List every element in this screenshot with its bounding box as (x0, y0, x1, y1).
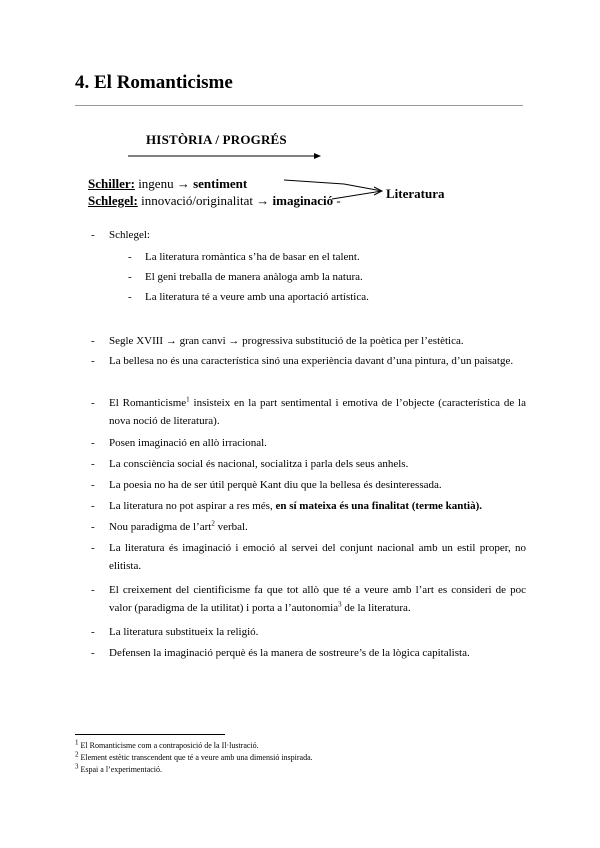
diagram-title: HISTÒRIA / PROGRÉS (146, 132, 287, 147)
bullet-dash: - (91, 355, 95, 367)
text-run: La literatura no pot aspirar a res més, (109, 500, 276, 512)
list-item (91, 434, 526, 452)
footnote-mark: 1 (75, 738, 79, 747)
text-run: El creixement del cientificisme fa que tot allò que té a veure amb l’art es consideri de poc valor (paradigma de la utilitat) i porta a l’autonomia (109, 584, 526, 614)
convergence-arrows (282, 175, 386, 205)
sub-list-item (128, 248, 508, 266)
schiller-result: sentiment (193, 176, 248, 191)
bullet-dash: - (91, 521, 95, 533)
footnote (75, 762, 163, 775)
bold-text-run: en sí mateixa és una finalitat (terme kantià). (275, 500, 482, 512)
heading-rule (75, 105, 523, 106)
schiller-text: ingenu → (134, 176, 194, 191)
list-item (91, 539, 526, 575)
list-item-text: La literatura és imaginació i emoció al servei del conjunt nacional amb un estil proper, no elitista. (109, 542, 526, 572)
bullet-dash: - (91, 542, 95, 554)
footnote-mark: 2 (75, 750, 79, 759)
list-item-text: Defensen la imaginació perquè és la manera de sostreure’s de la lògica capitalista. (109, 647, 470, 659)
text-run: de la literatura. (341, 602, 411, 614)
schiller-name: Schiller: (88, 176, 135, 191)
list-item-text: La consciència social és nacional, socialitza i parla dels seus anhels. (109, 458, 409, 470)
list-item-text: La poesia no ha de ser útil perquè Kant diu que la bellesa és desinteressada. (109, 479, 442, 491)
diagram-schiller-line (88, 176, 247, 192)
text-run: El Romanticisme (109, 397, 187, 409)
footnote-ref[interactable]: 1 (186, 395, 190, 404)
sub-list-item-text: El geni treballa de manera anàloga amb la natura. (145, 271, 363, 283)
footnote-ref[interactable]: 3 (338, 600, 342, 609)
footnote (75, 738, 259, 751)
bullet-dash: - (91, 458, 95, 470)
list-item (91, 455, 526, 473)
list-item (91, 352, 526, 370)
footnote-text: Element estètic transcendent que té a veure amb una dimensió inspirada. (80, 753, 313, 762)
schlegel-result: imaginació (272, 193, 334, 208)
footnote-text: El Romanticisme com a contraposició de la Il·lustració. (80, 741, 259, 750)
list-item (91, 581, 526, 617)
list-item (91, 476, 526, 494)
bullet-dash: - (91, 626, 95, 638)
list-item (91, 518, 526, 536)
bullet-dash: - (91, 647, 95, 659)
progress-arrow (128, 150, 323, 162)
sub-list-item-text: La literatura té a veure amb una aportació artística. (145, 291, 369, 303)
bullet-dash: - (128, 291, 132, 303)
list-item-text: Segle XVIII → gran canvi → progressiva substitució de la poètica per l’estètica. (109, 335, 464, 347)
text-run: verbal. (214, 521, 248, 533)
footnote (75, 750, 313, 763)
bullet-dash: - (128, 271, 132, 283)
bullet-dash: - (91, 437, 95, 449)
footnote-mark: 3 (75, 762, 79, 771)
footnote-separator (75, 734, 225, 735)
bullet-dash: - (91, 397, 95, 409)
list-item-text (109, 518, 526, 536)
list-item-text: Schlegel: (109, 229, 150, 241)
schlegel-tail: - (333, 193, 341, 208)
list-item-text: Posen imaginació en allò irracional. (109, 437, 267, 449)
literature-label: Literatura (386, 186, 445, 201)
list-item-schlegel (91, 226, 526, 244)
section-heading: 4. El Romanticisme (75, 72, 233, 93)
bullet-dash: - (91, 479, 95, 491)
bullet-dash: - (91, 500, 95, 512)
sub-list-item (128, 268, 508, 286)
sub-list-item-text: La literatura romàntica s’ha de basar en el talent. (145, 251, 360, 263)
list-item-text (109, 581, 526, 617)
schlegel-text: innovació/originalitat → (137, 193, 273, 208)
list-item (91, 394, 526, 430)
list-item-text: La literatura substitueix la religió. (109, 626, 259, 638)
sub-list-item (128, 288, 508, 306)
schlegel-name: Schlegel: (88, 193, 138, 208)
list-item (91, 332, 526, 350)
list-item (91, 644, 526, 662)
list-item (91, 497, 526, 515)
list-item-text (109, 497, 526, 515)
footnote-ref[interactable]: 2 (211, 519, 215, 528)
bullet-dash: - (91, 584, 95, 596)
text-run: insisteix en la part sentimental i emotiva de l’objecte (característica de la nova noció de literatura). (109, 397, 526, 427)
list-item-text: La bellesa no és una característica sinó una experiència davant d’una pintura, d’un paisatge. (109, 355, 514, 367)
footnote-text: Espai a l’experimentació. (80, 765, 163, 774)
bullet-dash: - (91, 229, 95, 241)
list-item (91, 623, 526, 641)
bullet-dash: - (128, 251, 132, 263)
bullet-dash: - (91, 335, 95, 347)
text-run: Nou paradigma de l’art (109, 521, 212, 533)
list-item-text (109, 394, 526, 430)
